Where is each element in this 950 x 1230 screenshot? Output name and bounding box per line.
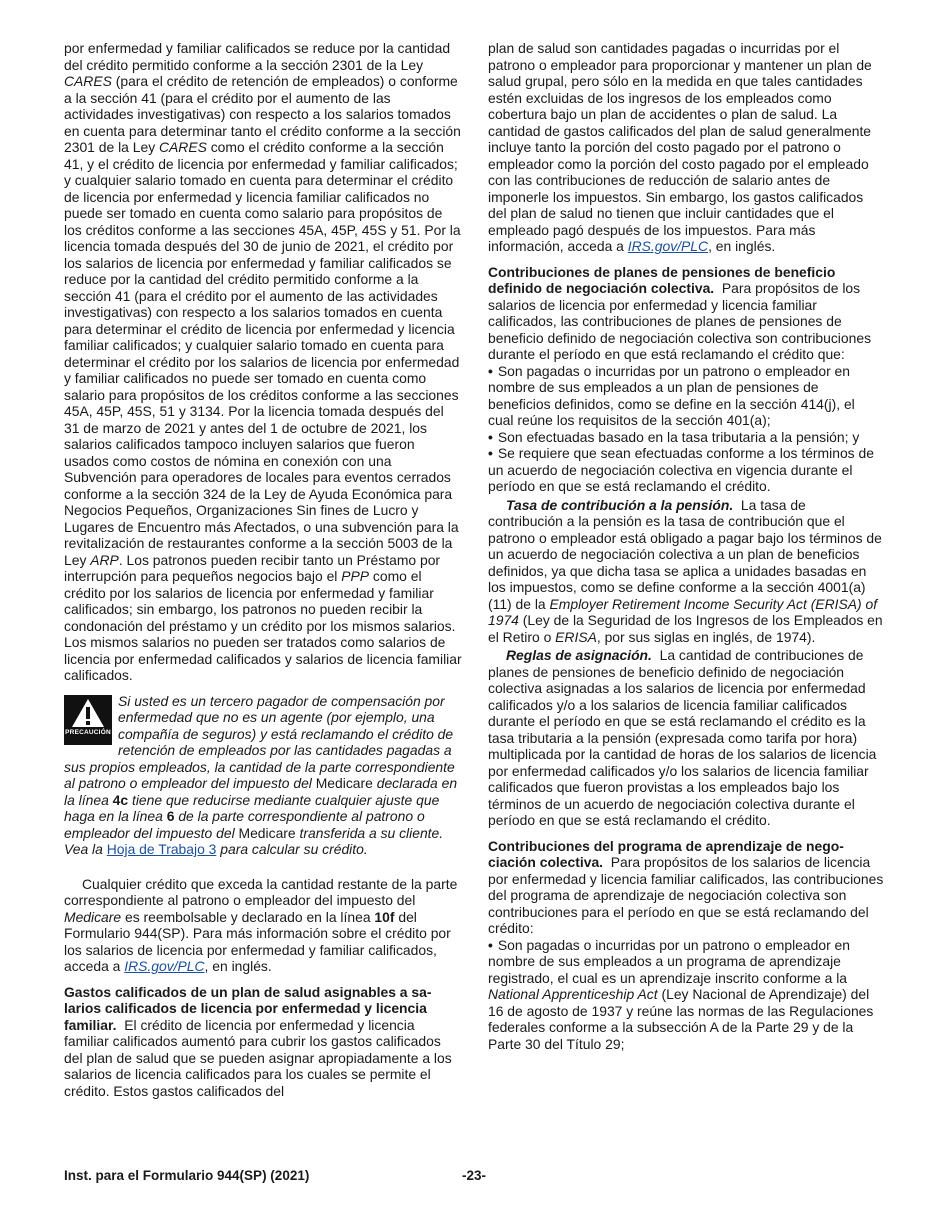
list-item: • Se requiere que sean efectuadas conforme a los términos de un acuerdo de negociación colectiva en vigencia durante el período en que se está reclamando el crédito.: [488, 445, 874, 494]
page-footer: [64, 1168, 884, 1185]
pension-bullet-list: [488, 363, 884, 495]
left-paragraph-2: Cualquier crédito que exceda la cantidad restante de la parte correspondiente al patrono o empleador del impuesto del Medicare es reembolsable y declarado en la línea 10f del Formulario 944(SP). Para más información sobre el crédito por los salarios de licencia por enfermedad y familiar calificados, acceda a IRS.gov/PLC, en inglés.: [64, 875, 458, 974]
list-item: • Son pagadas o incurridas por un patrono o empleador en nombre de sus empleados a un programa de aprendizaje registrado, el cual es un aprendizaje inscrito conforme a la National Apprenticeship Act (Ley Nacional de Aprendizaje) del 16 de agosto de 1937 y reúne las normas de las Regulaciones federales conforme a la subsección A de la Parte 29 y de la Parte 30 del Título 29;: [488, 936, 874, 1052]
list-item: • Son pagadas o incurridas por un patrono o empleador en nombre de sus empleados a un plan de pensiones de beneficios definidos, como se define en la sección 414(j), el cual reúne los requisitos de la sección 401(a);: [488, 362, 855, 428]
warning-triangle-icon: [71, 698, 105, 728]
section-heading: Contribuciones del programa de aprendizaje de negociación colectiva.: [488, 837, 844, 870]
section-heading: Tasa de contribución a la pensión.: [506, 496, 734, 513]
caution-note: PRECAUCIÓN Si usted es un tercero pagador de compensación por enfermedad que no es un agente (por ejemplo, una compañía de seguros) y está reclamando el crédito de retención de empleados por las cantidades pagadas a sus propios empleados, la cantidad de la parte correspondiente al patrono o empleador del impuesto del Medicare declarada en la línea 4c tiene que reducirse mediante cualquier ajuste que haga en la línea 6 de la parte correspondiente al patrono o empleador del impuesto del Medicare transferida a su cliente. Vea la Hoja de Trabajo 3 para calcular su crédito.: [64, 692, 458, 857]
section-heading: Contribuciones de planes de pensiones de beneficio definido de negociación colectiva.: [488, 263, 836, 296]
right-paragraph-2: Contribuciones de planes de pensiones de beneficio definido de negociación colectiva. Para propósitos de los salarios de licencia por enfermedad y licencia familiar calificados, las contribuciones de planes de pensiones de beneficio definido de negociación colectiva son contribuciones durante el período en que está reclamando el crédito que:: [488, 263, 872, 362]
irs-plc-link[interactable]: IRS.gov/PLC: [627, 238, 709, 254]
page-number: -23-: [462, 1168, 487, 1183]
left-paragraph-1: por enfermedad y familiar calificados se reduce por la cantidad del crédito permitido conforme a la sección 2301 de la Ley CARES (para el crédito de retención de empleados) o conforme a la sección 41 (para el crédito por el aumento de las actividades investigativas) con respecto a los salarios tomados en cuenta para determinar tanto el crédito conforme a la sección 2301 de la Ley CARES como el crédito conforme a la sección 41, y el crédito de licencia por enfermedad y familiar calificados; y cualquier salario tomado en cuenta para determinar el crédito de licencia por enfermedad y licencia familiar calificados no puede ser tomado en cuenta como salario para propósitos de los créditos conforme a las secciones 45A, 45P, 45S y 51. Por la licencia tomada después del 30 de junio de 2021, el crédito por los salarios de licencia por enfermedad y familiar calificados se reduce por la cantidad del crédito permitido conforme a la sección 41 (para el crédito por el aumento de las actividades investigativas) con respecto a los salarios tomados en cuenta para determinar el crédito de licencia por enfermedad y licencia familiar calificados; y cualquier salario tomado en cuenta para determinar el crédito por los salarios de licencia por enfermedad y familiar calificados no puede ser tomado en cuenta como salario para propósitos de los créditos conforme a las secciones 45A, 45P, 45S, 51 y 3134. Por la licencia tomada después del 31 de marzo de 2021 y antes del 1 de octubre de 2021, los salarios calificados tampoco incluyen salarios que fueron usados como costos de nómina en conexión con una Subvención para operadores de locales para eventos cerrados conforme a la sección 324 de la Ley de Ayuda Económica para Negocios Pequeños, Organizaciones Sin fines de Lucro y Lugares de Encuentro más Afectados, o una subvención para la revitalización de restaurantes conforme a la sección 5003 de la Ley ARP. Los patronos pueden recibir tanto un Préstamo por interrupción para pequeños negocios bajo el PPP como el crédito por los salarios de licencia por enfermedad y familiar calificados; sin embargo, los patronos no pueden recibir la condonación del préstamo y un crédito por los mismos salarios. Los mismos salarios no pueden ser tratados como salarios de licencia por enfermedad calificados y salarios de licencia familiar calificados.: [64, 40, 462, 683]
irs-plc-link[interactable]: IRS.gov/PLC: [124, 958, 205, 974]
right-paragraph-4: Reglas de asignación. La cantidad de contribuciones de planes de pensiones de beneficio definido de negociación colectiva asignadas a los salarios de licencia por enfermedad calificados y/o a los salarios de licencia familiar calificados durante el período en que se está reclamando el crédito es la tasa tributaria a la pensión (expresada como tarifa por hora) multiplicada por la cantidad de horas de los salarios de licencia por enfermedad calificados y/o los salarios de licencia familiar calificados que fueron provistas a los empleados bajo los términos de un acuerdo de negociación colectiva durante el período en que se está reclamando el crédito.: [488, 647, 877, 828]
worksheet-3-link[interactable]: Hoja de Trabajo 3: [106, 841, 217, 857]
apprenticeship-bullet-list: [488, 937, 884, 1053]
right-paragraph-5: Contribuciones del programa de aprendizaje de negociación colectiva. Para propósitos de los salarios de licencia por enfermedad y licencia familiar calificados, las contribuciones del programa de aprendizaje de negociación colectiva son contribuciones para el período en que se está reclamando del crédito:: [488, 837, 884, 936]
list-item: • Son efectuadas basado en la tasa tributaria a la pensión; y: [488, 428, 860, 445]
left-column: [64, 40, 462, 1099]
right-paragraph-3: Tasa de contribución a la pensión. La tasa de contribución a la pensión es la tasa de contribución que el patrono o empleador está obligado a pagar bajo los términos de un acuerdo de negociación colectiva a un plan de beneficios definidos, ya que dicha tasa se aplica a unidades basadas en los impuestos, como se define conforme a la sección 4001(a)(11) de la Employer Retirement Income Security Act (ERISA) of 1974 (Ley de la Seguridad de los Ingresos de los Empleados en el Retiro o ERISA, por sus siglas en inglés, de 1974).: [488, 496, 883, 645]
section-heading: Gastos calificados de un plan de salud asignables a salarios calificados de licencia por enfermedad y licencia familiar.: [64, 983, 432, 1033]
left-paragraph-3: Gastos calificados de un plan de salud asignables a salarios calificados de licencia por enfermedad y licencia familiar. El crédito de licencia por enfermedad y licencia familiar calificados aumentó para cubrir los gastos calificados del plan de salud que se pueden asignar apropiadamente a los salarios de licencia calificados para los cuales se permite el crédito. Estos gastos calificados del: [64, 983, 452, 1099]
form-title: Inst. para el Formulario 944(SP) (2021): [64, 1168, 310, 1183]
right-paragraph-1: plan de salud son cantidades pagadas o incurridas por el patrono o empleador para proporcionar y mantener un plan de salud grupal, pero sólo en la medida en que tales cantidades estén excluidas de los ingresos de los empleados como cobertura bajo un plan de accidentes o plan de salud. La cantidad de gastos calificados del plan de salud generalmente incluye tanto la porción del costo pagado por el patrono o empleador como la porción del costo pagado por el empleado con las contribuciones de reducción de salario antes de imponerle los impuestos. Sin embargo, los gastos calificados del plan de salud no tienen que incluir cantidades que el empleado pagó después de los impuestos. Para más información, acceda a IRS.gov/PLC, en inglés.: [488, 40, 872, 254]
caution-icon: [64, 695, 112, 745]
right-column: [488, 40, 884, 1052]
caution-icon-label: PRECAUCIÓN: [65, 728, 111, 736]
section-heading: Reglas de asignación.: [506, 647, 652, 663]
